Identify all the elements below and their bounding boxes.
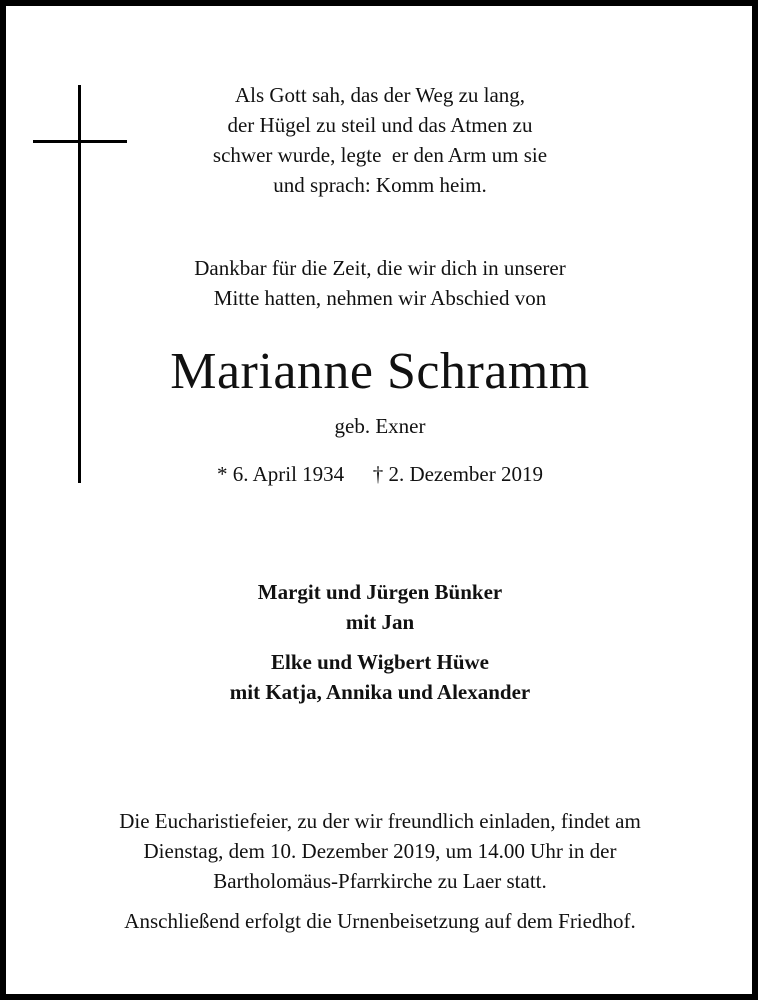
maiden-name: geb. Exner xyxy=(334,414,426,438)
poem-line: und sprach: Komm heim. xyxy=(273,173,487,197)
service-notice xyxy=(30,806,730,896)
mourner-children: mit Katja, Annika und Alexander xyxy=(229,680,531,704)
birth-date: * 6. April 1934 xyxy=(217,462,345,486)
mourner-group xyxy=(60,577,700,637)
farewell-intro xyxy=(60,253,700,313)
burial-notice: Anschließend erfolgt die Urnenbeisetzung auf dem Friedhof. xyxy=(124,909,636,933)
service-line: Die Eucharistiefeier, zu der wir freundlich einladen, findet am xyxy=(119,809,641,833)
mourner-children: mit Jan xyxy=(345,610,415,634)
poem xyxy=(60,80,700,200)
service-line: Bartholomäus-Pfarrkirche zu Laer statt. xyxy=(213,869,547,893)
mourner-names: Margit und Jürgen Bünker xyxy=(257,580,503,604)
intro-line: Mitte hatten, nehmen wir Abschied von xyxy=(213,286,547,310)
mourner-group xyxy=(60,647,700,707)
mourners-list xyxy=(60,577,700,717)
poem-line: der Hügel zu steil und das Atmen zu xyxy=(227,113,533,137)
intro-line: Dankbar für die Zeit, die wir dich in unserer xyxy=(194,256,566,280)
service-line: Dienstag, dem 10. Dezember 2019, um 14.00 Uhr in der xyxy=(143,839,617,863)
poem-line: schwer wurde, legte er den Arm um sie xyxy=(212,143,548,167)
deceased-name: Marianne Schramm xyxy=(170,343,590,400)
poem-line: Als Gott sah, das der Weg zu lang, xyxy=(234,83,526,107)
death-date: † 2. Dezember 2019 xyxy=(372,462,543,486)
mourner-names: Elke und Wigbert Hüwe xyxy=(270,650,490,674)
life-dates xyxy=(40,460,720,488)
